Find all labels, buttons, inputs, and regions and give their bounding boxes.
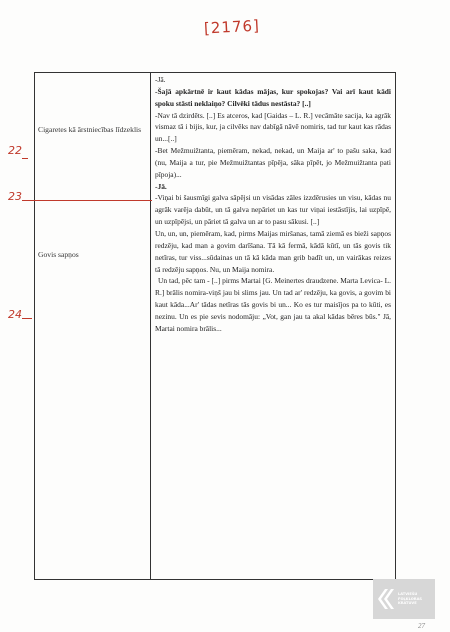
paragraph: -Jā.	[155, 75, 166, 84]
transcript-table	[34, 72, 396, 580]
margin-note-24: 24	[8, 308, 22, 321]
paragraph: Un, un, un, piemēram, kad, pirms Maijas miršanas, tamā ziemā es bieži sapņos redzēju, kad man a govim darīšana. Tā kā fermā, kādā kūtī, un tās govis tik netīras, tur viss...sūdainas un tā kā kāda man grib badīt un, un vairākas reizes tā redzēju sapņos. Nu, un Maija nomira.	[155, 228, 391, 274]
paragraph: -Viņai bi šausmīgi galva sāpējsi un visādas zāles izzdērusies un visu, kādas nu agrāk varēja dabūt, un tā galva nepāriet un kas tur viņai iestāstījis, lai uzpīpē, un uzpīpējsi, un pāriet tā galva un ar to pasu sākusi. [..]	[155, 193, 391, 227]
margin-note-pointer-line	[22, 200, 152, 201]
margin-note-23: 23	[8, 190, 22, 203]
archive-logo	[373, 579, 435, 619]
logo-line: FOLKLORAS	[398, 596, 422, 601]
logo-line: LATVIEŠU	[398, 592, 418, 597]
question-paragraph: -Jā.	[155, 181, 167, 191]
transcript-text	[155, 74, 391, 335]
paragraph: -Nav tā dzirdēts. [..] Es atceros, kad [Gaidas – L. R.] vecāmāte sacija, ka agrāk vismaz tā i bijis, kur, ja cilvēks nav dabīgā nāvē nomiris, tad tur kaut kas rādas un...[..]	[155, 110, 391, 144]
paragraph: Un tad, pēc tam - [..] pirms Martai [G. Meinertes draudzene. Marta Levica- L. R.] brālis nomira-viņš jau bi slims jau. Un tad ar' redzēju, ka govis, a govim bi kaut kāda...Ar' tādas netīras tās govis bi un... Ko es tur maisījos pa to kūti, es nezinu. Un es pie sevis nodomāju: „Vot, gan jau ta akal kādas bēres būs." Jā, Martai nomira brālis...	[155, 276, 391, 333]
page-number: 27	[418, 622, 425, 630]
margin-note-22: 22	[8, 144, 22, 157]
paragraph: -Bet Mežmuižtanta, piemēram, nekad, nekad, un Maija ar' to pašu saka, kad (nu, Maija a tur, pie Mežmuižtantas pīpēja, sāka pīpēt, jo Mežmuižtanta pati pīpoja)...	[155, 146, 391, 179]
margin-note-underline	[22, 318, 32, 319]
question-paragraph: -Šajā apkārtnē ir kaut kādas mājas, kur spokojas? Vai arī kaut kādi spoku stāsti neklaiņo? Cilvēki tādus nestāsta? [..]	[155, 86, 391, 108]
margin-note-underline	[22, 158, 28, 159]
archive-logo-icon	[376, 584, 396, 614]
archive-number-annotation: [2176]	[203, 16, 261, 38]
theme-label-cigarettes: Cigaretes kā ārstniecības līdzeklis	[38, 125, 142, 134]
archive-logo-text	[398, 592, 422, 605]
logo-line: KRĀTUVE	[398, 601, 417, 606]
theme-label-cows-dreams: Govis sapņos	[38, 250, 79, 259]
column-divider	[150, 73, 151, 579]
